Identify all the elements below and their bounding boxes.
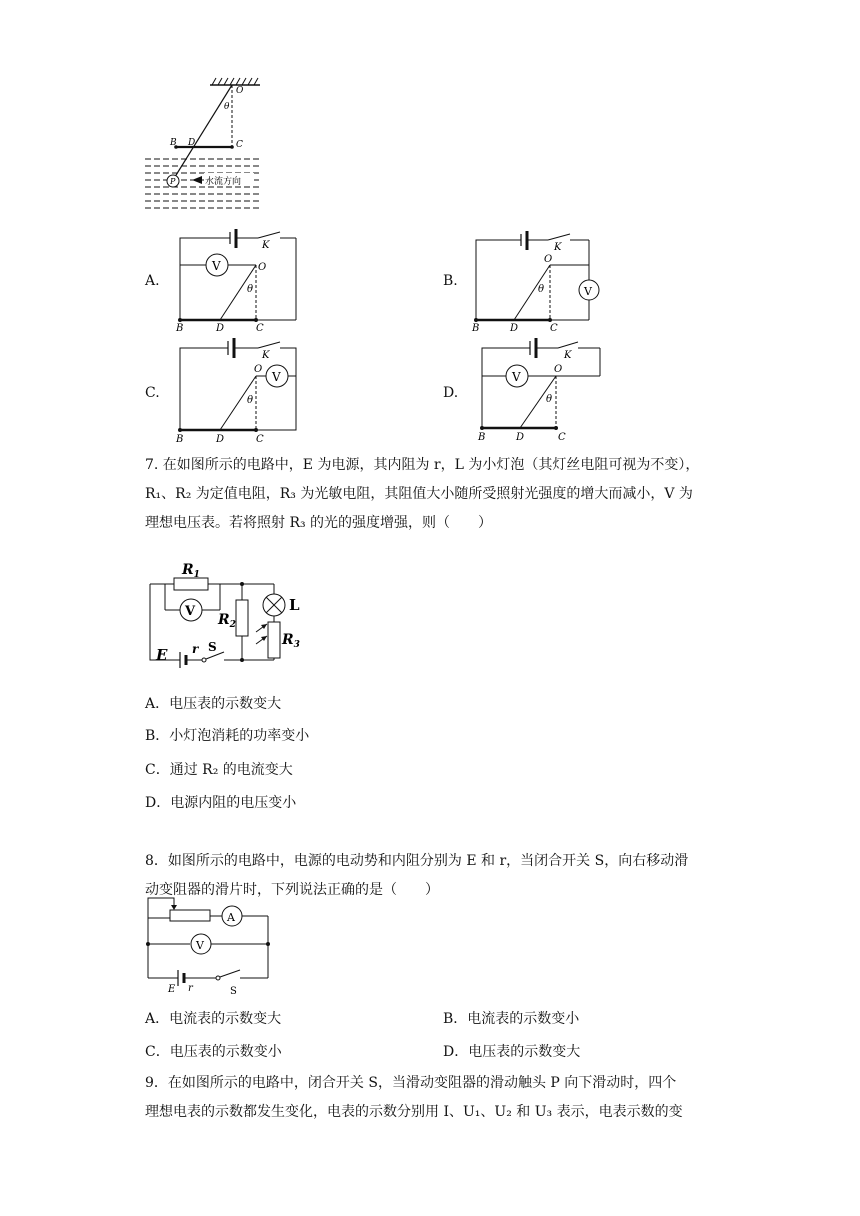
q7-option-a[interactable]: A．电压表的示数变大 [145,696,282,712]
q7-line-1: 7. 在如图所示的电路中，E 为电源，其内阻为 r，L 为小灯泡（其灯丝电阻可视为不变）， [145,457,700,473]
q8-circuit [140,890,280,995]
label-P: P [170,177,176,186]
q7-option-c[interactable]: C．通过 R₂ 的电流变大 [145,762,293,778]
svg-text:B: B [176,323,184,333]
svg-text:C: C [550,323,558,333]
svg-text:C: C [558,432,566,443]
svg-text:C: C [256,434,264,445]
svg-text:V: V [272,370,281,384]
q8-line-2: 动变阻器的滑片时，下列说法正确的是（ ） [145,882,439,898]
svg-text:D: D [516,432,525,443]
svg-text:K: K [262,350,270,361]
svg-text:R1: $R_1$ [182,562,200,580]
q8-option-d[interactable]: D．电压表的示数变大 [443,1044,581,1060]
svg-text:B: B [176,434,184,445]
svg-text:B: B [478,432,486,443]
svg-text:R3: $R_3$ [282,632,300,650]
svg-text:V: V [212,259,221,273]
label-C: C [236,140,243,150]
svg-text:θ: θ [546,394,553,405]
svg-text:D: D [216,323,225,333]
pendulum-figure [140,75,270,215]
svg-text:K: K [564,350,572,361]
q7-circuit [140,552,310,674]
svg-text:O: O [258,262,267,273]
svg-text:L: L [289,596,300,614]
svg-text:S: S [230,986,237,995]
q8-line-1: 8．如图所示的电路中，电源的电动势和内阻分别为 E 和 r，当闭合开关 S，向右移动滑 [145,853,689,869]
q6-circuit-a [170,228,310,333]
svg-text:θ: θ [247,284,254,295]
svg-text:B: B [472,323,480,333]
svg-text:D: D [216,434,225,445]
svg-text:V: V [512,370,521,384]
svg-text:R2: $R_2$ [218,612,236,630]
q6-circuit-b [466,228,606,333]
svg-text:r: r [188,983,193,994]
svg-text:O: O [554,364,563,375]
svg-text:A: A [227,911,235,924]
label-D: D [188,138,196,148]
q9-stem [145,1069,720,1127]
svg-text:O: O [254,364,263,375]
q6-option-d-label[interactable]: D. [443,385,459,401]
svg-text:θ: θ [247,395,254,406]
q6-circuit-c [170,338,310,446]
q9-line-1: 9．在如图所示的电路中，闭合开关 S，当滑动变阻器的滑动触头 P 向下滑动时，四个 [145,1075,677,1091]
q6-option-c-label[interactable]: C. [145,385,160,401]
svg-text:C: C [256,323,264,333]
q7-option-b[interactable]: B．小灯泡消耗的功率变小 [145,728,310,744]
label-flow: 水流方向 [205,177,242,187]
svg-text:E: E [168,984,176,995]
q6-option-a-label[interactable]: A. [145,273,160,289]
q7-stem [145,451,720,538]
svg-text:θ: θ [538,284,545,295]
q6-option-b-label[interactable]: B. [443,273,458,289]
label-B: B [170,138,177,148]
svg-text:D: D [510,323,519,333]
label-theta: θ [224,102,230,112]
label-O: O [236,86,244,96]
svg-text:S: S [208,640,217,654]
q8-option-c[interactable]: C．电压表的示数变小 [145,1044,282,1060]
svg-text:r: r [192,642,199,656]
q7-option-d[interactable]: D．电源内阻的电压变小 [145,795,297,811]
q8-option-a[interactable]: A．电流表的示数变大 [145,1011,282,1027]
q8-option-b[interactable]: B．电流表的示数变小 [443,1011,580,1027]
svg-text:V: V [185,604,196,619]
svg-text:K: K [262,240,270,251]
svg-text:V: V [584,285,592,298]
q7-line-2: R₁、R₂ 为定值电阻，R₃ 为光敏电阻，其阻值大小随所受照射光强度的增大而减小，V 为 [145,486,693,502]
svg-text:K: K [554,242,562,253]
q6-circuit-d [472,336,612,446]
svg-text:O: O [544,254,553,265]
svg-text:E: E [156,646,168,664]
q9-line-2: 理想电表的示数都发生变化，电表的示数分别用 I、U₁、U₂ 和 U₃ 表示，电表示数的变 [145,1104,683,1120]
q7-line-3: 理想电压表。若将照射 R₃ 的光的强度增强，则（ ） [145,515,493,531]
svg-text:V: V [196,939,204,952]
